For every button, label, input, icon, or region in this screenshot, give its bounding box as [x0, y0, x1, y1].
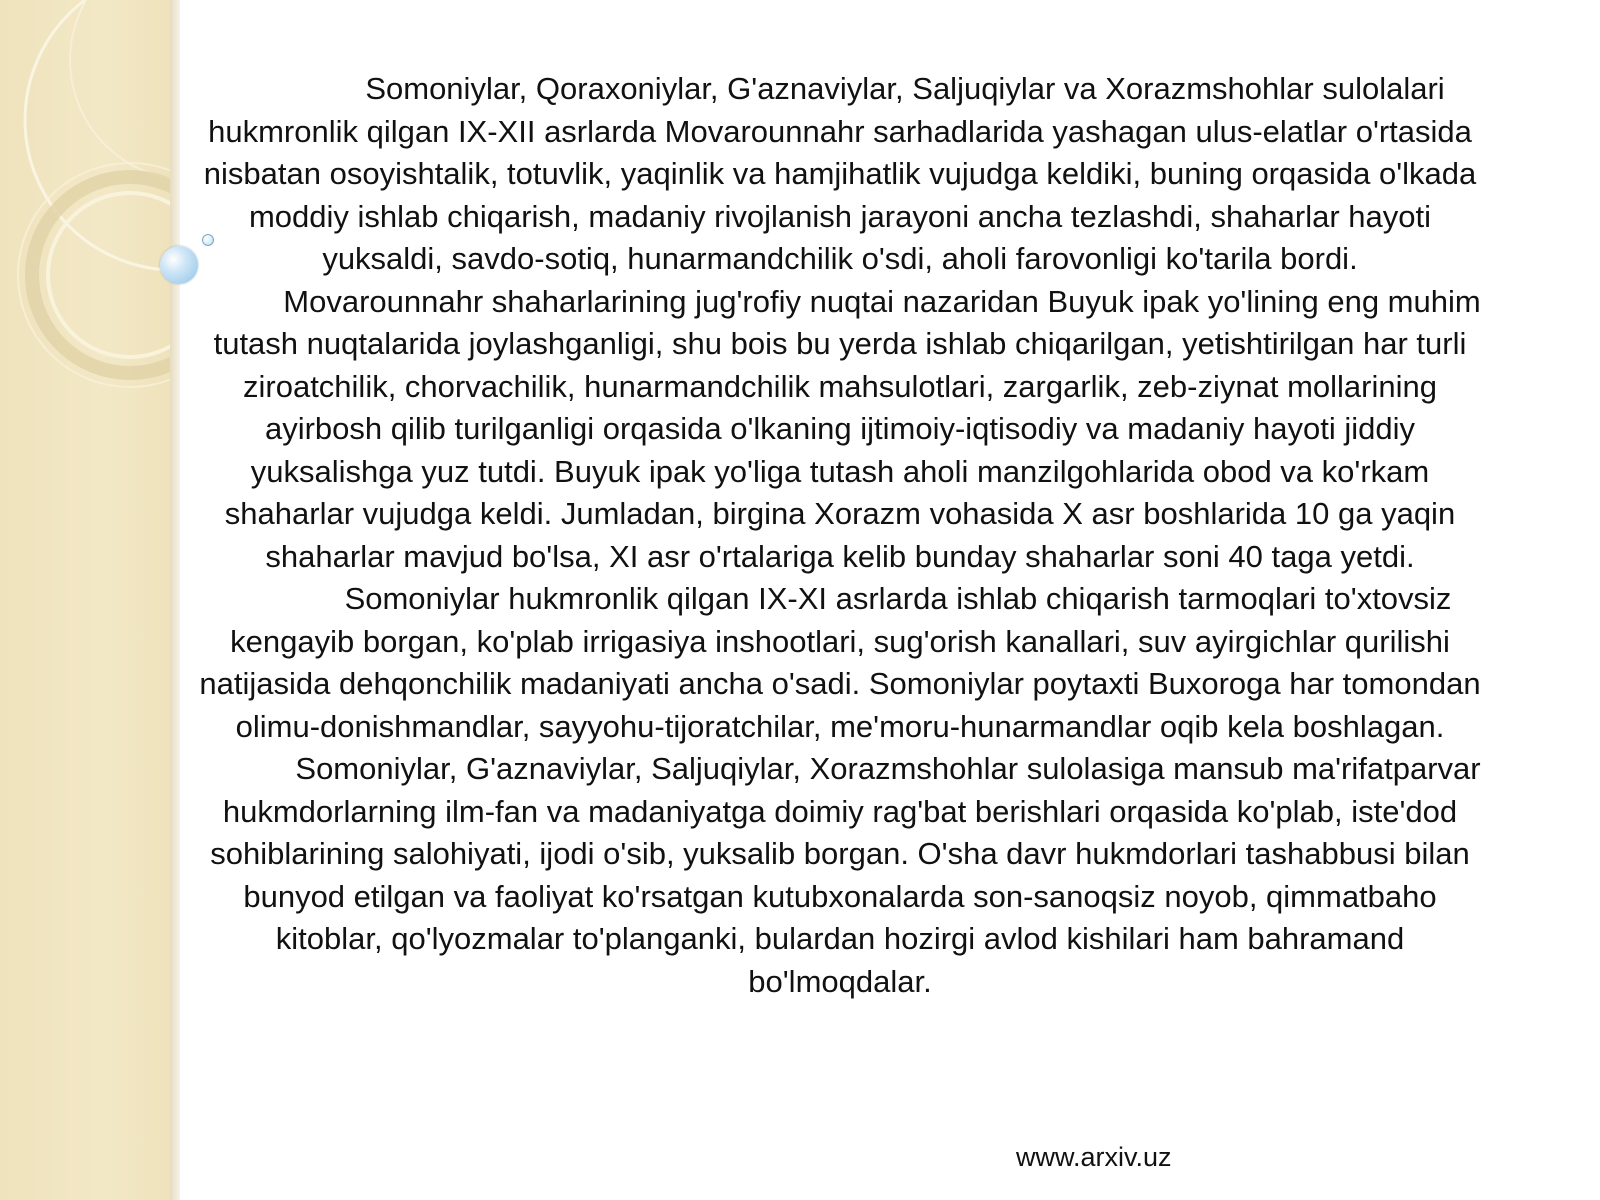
paragraph-4	[196, 748, 1484, 1003]
decorative-rings-icon	[0, 0, 176, 1200]
decorative-side-panel	[0, 0, 176, 1200]
paragraph-1	[196, 68, 1484, 281]
paragraph-3-text: Somoniylar hukmronlik qilgan IX-XI asrlarda ishlab chiqarish tarmoqlari to'xtovsiz kengayib borgan, ko'plab irrigasiya inshootlari, sug'orish kanallari, suv ayirgichlar qurilishi natijasida dehqonchilik madaniyati ancha o'sadi. Somoniylar poytaxti Buxoroga har tomondan olimu-donishmandlar, sayyohu-tijoratchilar, me'moru-hunarmandlar oqib kela boshlagan.	[199, 581, 1481, 744]
source-link[interactable]: www.arxiv.uz	[1016, 1142, 1172, 1172]
paragraph-1-text: Somoniylar, Qoraxoniylar, G'aznaviylar, Saljuqiylar va Xorazmshohlar sulolalari hukmronlik qilgan IX-XII asrlarda Movarounnahr sarhadlarida yashagan ulus-elatlar o'rtasida nisbatan osoyishtalik, totuvlik, yaqinlik va hamjihatlik vujudga keldiki, buning orqasida o'lkada moddiy ishlab chiqarish, madaniy rivojlanish jarayoni ancha tezlashdi, shaharlar hayoti yuksaldi, savdo-sotiq, hunarmandchilik o'sdi, aholi farovonligi ko'tarila bordi.	[203, 71, 1477, 276]
bubble-icon	[160, 246, 198, 284]
body-text	[196, 68, 1484, 1003]
paragraph-2	[196, 281, 1484, 579]
paragraph-3	[196, 578, 1484, 748]
side-panel-edge	[170, 0, 180, 1200]
paragraph-2-text: Movarounnahr shaharlarining jug'rofiy nuqtai nazaridan Buyuk ipak yo'lining eng muhim tutash nuqtalarida joylashganligi, shu bois bu yerda ishlab chiqarilgan, yetishtirilgan har turli ziroatchilik, chorvachilik, hunarmandchilik mahsulotlari, zargarlik, zeb-ziynat mollarining ayirbosh qilib turilganligi orqasida o'lkaning ijtimoiy-iqtisodiy va madaniy hayoti jiddiy yuksalishga yuz tutdi. Buyuk ipak yo'liga tutash aholi manzilgohlarida obod va ko'rkam shaharlar vujudga keldi. Jumladan, birgina Xorazm vohasida X asr boshlarida 10 ga yaqin shaharlar mavjud bo'lsa, XI asr o'rtalariga kelib bunday shaharlar soni 40 taga yetdi.	[213, 283, 1481, 574]
paragraph-4-text: Somoniylar, G'aznaviylar, Saljuqiylar, Xorazmshohlar sulolasiga mansub ma'rifatparvar hukmdorlarning ilm-fan va madaniyatga doimiy rag'bat berishlari orqasida ko'plab, iste'dod sohiblarining salohiyati, ijodi o'sib, yuksalib borgan. O'sha davr hukmdorlari tashabbusi bilan bunyod etilgan va faoliyat ko'rsatgan kutubxonalarda son-sanoqsiz noyob, qimmatbaho kitoblar, qo'lyozmalar to'planganki, bulardan hozirgi avlod kishilari ham bahramand bo'lmoqdalar.	[210, 751, 1481, 999]
